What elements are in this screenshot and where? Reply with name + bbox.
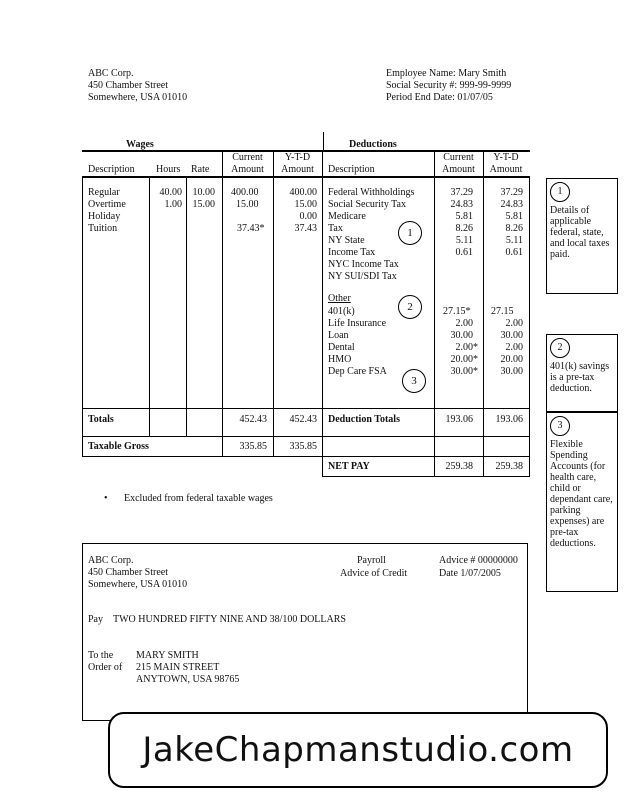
employer-name: ABC Corp. [88, 68, 134, 79]
wages-totals-label: Totals [88, 414, 114, 425]
taxable-rule [82, 456, 530, 457]
advice-employer-name: ABC Corp. [88, 555, 134, 566]
table-row: 401(k) [328, 306, 355, 317]
table-row: Dental [328, 342, 355, 353]
table-row: Overtime [88, 199, 126, 210]
wages-title: Wages [126, 139, 154, 150]
taxable-gross-current: 335.85 [239, 441, 267, 452]
payee-street: 215 MAIN STREET [136, 662, 220, 673]
footnote-text: Excluded from federal taxable wages [124, 493, 273, 504]
table-row: Tuition [88, 223, 118, 234]
wages-header-current: Current [232, 152, 263, 163]
advice-employer-street: 450 Chamber Street [88, 567, 168, 578]
callout-note-2 [546, 334, 618, 412]
section-divider [323, 132, 324, 150]
table-row: NY SUI/SDI Tax [328, 271, 397, 282]
table-row: Social Security Tax [328, 199, 406, 210]
to-the-label: To the [88, 650, 114, 661]
table-row: Medicare [328, 211, 366, 222]
payee-name: MARY SMITH [136, 650, 199, 661]
order-of-label: Order of [88, 662, 123, 673]
period-end-date: Period End Date: 01/07/05 [386, 92, 493, 103]
deductions-header-current-amount: Amount [442, 164, 475, 175]
deductions-header-ytd-amount: Amount [489, 164, 523, 175]
callout-marker-3: 3 [402, 369, 426, 393]
callout-marker-3: 3 [550, 416, 570, 436]
table-row: HMO [328, 354, 352, 365]
employee-name: Employee Name: Mary Smith [386, 68, 507, 79]
deduction-totals-label: Deduction Totals [328, 414, 400, 425]
callout-note-text: Flexible Spending Accounts (for health care, child or dependant care, parking expenses) are pre-tax deductions. [550, 439, 613, 549]
other-label: Other [328, 293, 351, 304]
wages-header-ytd: Y-T-D [284, 152, 311, 163]
callout-marker-1: 1 [550, 182, 570, 202]
wages-header-description: Description [88, 164, 135, 175]
wages-totals-current: 452.43 [239, 414, 267, 425]
callout-marker-1: 1 [398, 221, 422, 245]
payee-city: ANYTOWN, USA 98765 [136, 674, 240, 685]
net-pay-ytd: 259.38 [495, 461, 523, 472]
employee-ssn: Social Security #: 999-99-9999 [386, 80, 512, 91]
advice-employer-city: Somewhere, USA 01010 [88, 579, 188, 590]
advice-payroll: Payroll [357, 555, 386, 566]
employer-city: Somewhere, USA 01010 [88, 92, 188, 103]
net-pay-current: 259.38 [445, 461, 473, 472]
deductions-header-description: Description [328, 164, 375, 175]
deductions-header-current: Current [443, 152, 474, 163]
table-row: NYC Income Tax [328, 259, 399, 270]
net-pay-label: NET PAY [328, 461, 370, 472]
table-row: NY State [328, 235, 365, 246]
netpay-rule [322, 476, 530, 477]
callout-marker-2: 2 [550, 338, 570, 358]
callout-marker-2: 2 [398, 295, 422, 319]
wages-header-ytd-amount: Amount [281, 164, 314, 175]
table-row: Life Insurance [328, 318, 387, 329]
callout-note-1 [546, 178, 618, 294]
taxable-gross-ytd: 335.85 [289, 441, 317, 452]
advice-of-credit-label: Advice of Credit [340, 568, 408, 579]
deductions-header-ytd: Y-T-D [493, 152, 519, 163]
taxable-gross-label: Taxable Gross [88, 441, 149, 452]
table-row: Regular [88, 187, 120, 198]
table-row: Holiday [88, 211, 121, 222]
advice-number: Advice # 00000000 [439, 555, 518, 566]
pay-label: Pay [88, 614, 103, 625]
wages-header-hours: Hours [156, 164, 181, 175]
wages-totals-ytd: 452.43 [289, 414, 317, 425]
watermark-banner: JakeChapmanstudio.com [108, 712, 608, 788]
callout-note-3 [546, 412, 618, 592]
pay-amount-words: TWO HUNDRED FIFTY NINE AND 38/100 DOLLARS [113, 614, 346, 625]
table-row: Tax [328, 223, 343, 234]
footnote-bullet: • [104, 493, 108, 504]
table-row: Loan [328, 330, 349, 341]
totals-rule [82, 436, 530, 437]
wages-header-rate: Rate [191, 164, 210, 175]
deduction-totals-current: 193.06 [445, 414, 473, 425]
deduction-totals-ytd: 193.06 [495, 414, 523, 425]
table-row: Income Tax [328, 247, 376, 258]
table-row: Federal Withholdings [328, 187, 415, 198]
callout-note-text: 401(k) savings is a pre-tax deduction. [550, 361, 610, 394]
deductions-title: Deductions [349, 139, 397, 150]
callout-note-text: Details of applicable federal, state, and local taxes paid. [550, 205, 610, 260]
table-row: Dep Care FSA [328, 366, 387, 377]
employer-street: 450 Chamber Street [88, 80, 168, 91]
advice-date: Date 1/07/2005 [439, 568, 501, 579]
wages-header-current-amount: Amount [231, 164, 264, 175]
